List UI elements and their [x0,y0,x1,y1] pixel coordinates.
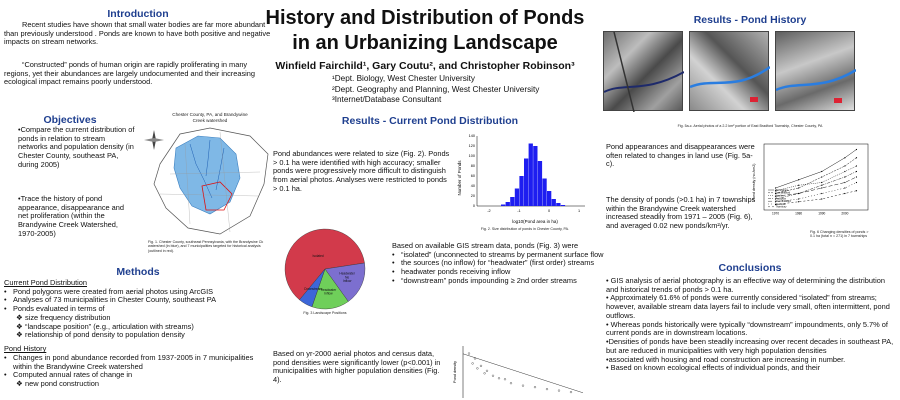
fig6-point [821,187,822,188]
fig4-point [480,365,482,367]
objective-2: •Trace the history of pond appearance, disappearance and net proliferation (within the Brandywine Creek Watershed, 1970-2005) [18,194,125,238]
intro-paragraph-2: “Constructed” ponds of human origin are rapidly proliferating in many regions, yet their abundances are largely undocumented and their increasing ecological impact remains poorly understood. [4,60,256,87]
landscape-intro: Based on available GIS stream data, ponds (Fig. 3) were [392,241,579,250]
fig6-point [844,157,845,158]
fig6-point [856,190,857,191]
fig4-scatter-chart [447,342,597,400]
fig4-point [472,363,474,365]
fig6-xtick-label: 1980 [795,211,803,216]
fig2-bar [556,203,560,206]
affiliation: ²Dept. Geography and Planning, West Chester University [332,84,540,94]
fig3-slice-label: Inflow [324,291,333,296]
methods-item: • Ponds evaluated in terms of [4,304,105,314]
landscape-bullet: • the sources (no inflow) for “headwater” (first order) streams [392,258,595,268]
fig2-xtick-label: -2 [487,209,491,213]
fig2-ytick-label: 60 [470,174,475,179]
fig6-point [856,165,857,166]
fig3-pie-figure [275,225,375,320]
fig2-ytick-label: 80 [470,164,475,169]
fig6-ylabel: Pond density (no./km2) [752,163,756,201]
results-current-para-1: Pond abundances were related to size (Fig. 2). Ponds > 0.1 ha were identified with high accuracy; smaller ponds were progressively more difficult to distinguish from aerial photos. Analyses were restricted to ponds > 0.1 ha. [273,149,450,193]
fig2-bar [542,179,546,207]
fig6-point [844,187,845,188]
methods-subitem: ❖ relationship of pond density to population density [16,330,185,340]
methods-item: • Pond polygons were created from aerial photos using ArcGIS [4,286,214,296]
fig4-scatter-figure [447,342,597,400]
fig2-ytick-label: 40 [470,184,475,189]
fig6-point [844,182,845,183]
conclusion-item: • Whereas ponds historically were typically “downstream” impoundments, only 5.7% of current ponds are in downstream locations. [606,319,888,338]
fig6-point [844,176,845,177]
fig6-legend-label: Newlin [775,194,783,198]
fig6-point [798,185,799,186]
title-line-1: History and Distribution of Ponds [265,7,585,29]
intro-paragraph-1: Recent studies have shown that small water bodies are far more abundant than previously understood . Ponds are known to have both positive and negative impacts on stream networks. [4,20,271,47]
fig6-point [821,182,822,183]
fig2-bar [533,146,537,206]
fig6-point [856,149,857,150]
fig4-point [492,375,494,377]
fig4-point [498,377,500,379]
fig6-legend-label: West Bradford [775,200,791,204]
fig6-series-line [776,150,857,189]
affiliations [332,74,592,106]
fig3-slice-label: Headwater [339,271,355,276]
fig4-point [484,372,486,374]
map-title: Chester County, PA, and Brandywine Creek watershed [172,112,248,123]
results-history-heading: Results - Pond History [693,14,807,26]
compass-rose [144,130,164,150]
conclusion-item: •Densities of ponds have been steadily increasing over recent decades in southeast PA, but are reduced in municipalities with very high population densities [606,337,894,355]
fig2-bar [506,202,510,206]
methods-body [4,279,272,389]
fig6-legend-label: East Bradford [775,191,791,195]
methods-subitem: ❖ size frequency distribution [16,312,111,322]
landscape-bullet: • “isolated” (unconnected to streams by permanent surface flow [392,249,604,259]
affiliation: ³Internet/Database Consultant [332,95,442,104]
poster-title [240,6,610,56]
fig2-caption: Fig. 2. Size distribution of ponds in Chester County, PA. [480,227,570,231]
fig3-slice-label: No [345,275,350,280]
fig6-point [856,182,857,183]
fig2-bar [515,189,519,207]
fig2-chart [455,130,595,226]
authors: Winfield Fairchild¹, Gary Coutu², and Christopher Robinson³ [275,60,575,72]
fig4-point [504,378,506,380]
fig3-slice-label: Headwater [320,287,337,292]
fig6-legend-label: Birmingham [775,188,789,192]
fig2-xtick-label: -1 [517,209,521,213]
fig6-xtick-label: 1970 [772,211,780,216]
aerial-photo-a [603,31,683,111]
aerial-photo-caption: Fig. 5a-c. Aerial photos of a 2.2 km² portion of East Bradford Township, Chester County, PA [677,124,823,128]
aerial-photo-c [775,31,855,111]
fig6-point [856,176,857,177]
fig2-ytick-label: 120 [468,144,475,149]
fig6-point [798,198,799,199]
fig2-bar [529,144,533,207]
fig6-point [821,171,822,172]
fig4-point [510,382,512,384]
fig2-histogram [455,130,595,240]
affiliation: ¹Dept. Biology, West Chester University [332,74,476,83]
conclusions-heading: Conclusions [718,262,782,274]
fig6-point [798,193,799,194]
methods-item: • Analyses of 73 municipalities in Chester County, southeast PA [4,295,217,305]
objectives-heading: Objectives [43,114,97,126]
fig4-point [477,367,479,369]
conclusion-item: • GIS analysis of aerial photography is an effective way of determining the distribution and historical trends of ponds > 0.1 ha. [606,276,885,294]
fig2-bar [519,176,523,206]
results-current-para-3: Based on yr-2000 aerial photos and census data, pond densities were significantly lower (p<0.001) in municipalities with higher population densities (Fig. 4). [273,349,441,385]
fig4-point [558,390,560,392]
fig6-xtick-label: 2000 [841,211,849,216]
fig6-point [856,171,857,172]
conclusion-item: • Based on known ecological effects of individual ponds, and their [606,363,821,373]
fig2-ytick-label: 140 [468,134,475,139]
fig2-bar [510,197,514,206]
fig6-caption: Fig. 6 Changing densities of ponds > 0.1 ha (total n = 271) in 7 townships [810,230,869,239]
fig2-bar [547,191,551,206]
fig6-point [821,185,822,186]
fig4-point [486,370,488,372]
title-line-2: in an Urbanizing Landscape [292,32,558,54]
fig6-line-chart [750,140,875,228]
fig4-trend-line [463,354,583,393]
fig6-legend-label: Thornbury [775,205,787,209]
fig2-ytick-label: 100 [468,154,475,159]
county-map [140,124,274,244]
methods-subitem: ❖ “landscape position” (e.g., articulation with streams) [16,321,194,331]
introduction-heading: Introduction [107,8,169,20]
fig2-bar [524,159,528,207]
fig2-xtick-label: 1 [577,209,581,213]
aerial-photo-b [689,31,769,111]
fig2-bar [501,205,505,207]
fig2-ylabel: Number of Ponds [457,160,462,196]
fig3-pie-chart [275,225,375,311]
methods-sub-history: Pond History [4,344,47,354]
fig6-xtick-label: 1990 [818,211,826,216]
fig6-point [821,176,822,177]
methods-item: • Computed annual rates of change in [4,370,133,380]
fig4-point [570,391,572,393]
fig6-point [856,157,857,158]
methods-sub-current: Current Pond Distribution [4,278,87,287]
results-history-para-1: Pond appearances and disappearances were often related to changes in land use (Fig. 5a-c). [606,142,755,169]
fig3-slice-label: Inflow [342,278,352,283]
fig6-point [798,187,799,188]
methods-heading: Methods [116,266,160,278]
fig3-slice-label: Isolated [312,253,324,258]
county-map-figure [140,112,274,262]
fig6-legend-label: Pocopson [775,197,787,201]
fig4-point [468,353,470,355]
landscape-bullet: • headwater ponds receiving inflow [392,267,511,277]
fig6-point [844,193,845,194]
objective-1: •Compare the current distribution of ponds in relation to stream networks and population density (in Chester County, southeast PA, during 2005) [18,125,135,169]
fig2-xlabel: log10(Pond area in ha) [512,219,558,224]
fig6-line-figure [750,140,875,265]
landscape-bullet: • “downstream” ponds impounding ≥ 2nd order streams [392,275,577,285]
fig6-point [798,201,799,202]
conclusions-body [606,277,896,373]
fig6-point [821,198,822,199]
fig2-ytick-label: 0 [472,204,475,209]
fig3-slice-label: Downstream [304,286,323,291]
fig2-bar [538,161,542,206]
methods-subitem: ❖ new pond construction [16,379,99,389]
fig6-series-line [776,166,857,191]
map-caption: Fig. 1. Chester County, southeast Pennsylvania, with the Brandywine Ck watershed (in blue), and 7 municipalities targeted for historical analysis (outlined in red). [148,240,264,253]
fig6-point [844,171,845,172]
fig2-xtick-label: 0 [547,209,551,213]
fig6-legend-label: Westtown [775,202,786,206]
conclusion-item: • Approximately 61.6% of ponds were currently considered “isolated” from streams; however, available stream data layers fail to include very small, often intermittent, pond outflows. [606,293,890,320]
results-current-heading: Results - Current Pond Distribution [341,115,519,127]
conclusion-item: •associated with housing and road construction are increasing in number. [606,354,846,364]
fig6-point [821,193,822,194]
results-history-para-2: The density of ponds (>0.1 ha) in 7 townships within the Brandywine Creek watershed increased steadily from 1971 – 2005 (Fig. 6), and averaged 0.02 new ponds/km²/yr. [606,195,756,231]
fig6-point [798,179,799,180]
fig2-ytick-label: 20 [470,194,475,199]
fig4-point [546,388,548,390]
fig2-bar [552,199,556,206]
fig3-caption: Fig. 3 Landscape Positions [303,311,347,315]
fig4-point [534,386,536,388]
results-current-para-2 [392,242,607,286]
methods-item: • Changes in pond abundance recorded from 1937-2005 in 7 municipalities within the Brandywine Creek watershed [4,352,254,371]
fig4-point [522,385,524,387]
fig2-bar [561,205,565,206]
fig4-ylabel: Pond density [453,361,457,383]
fig6-point [844,165,845,166]
